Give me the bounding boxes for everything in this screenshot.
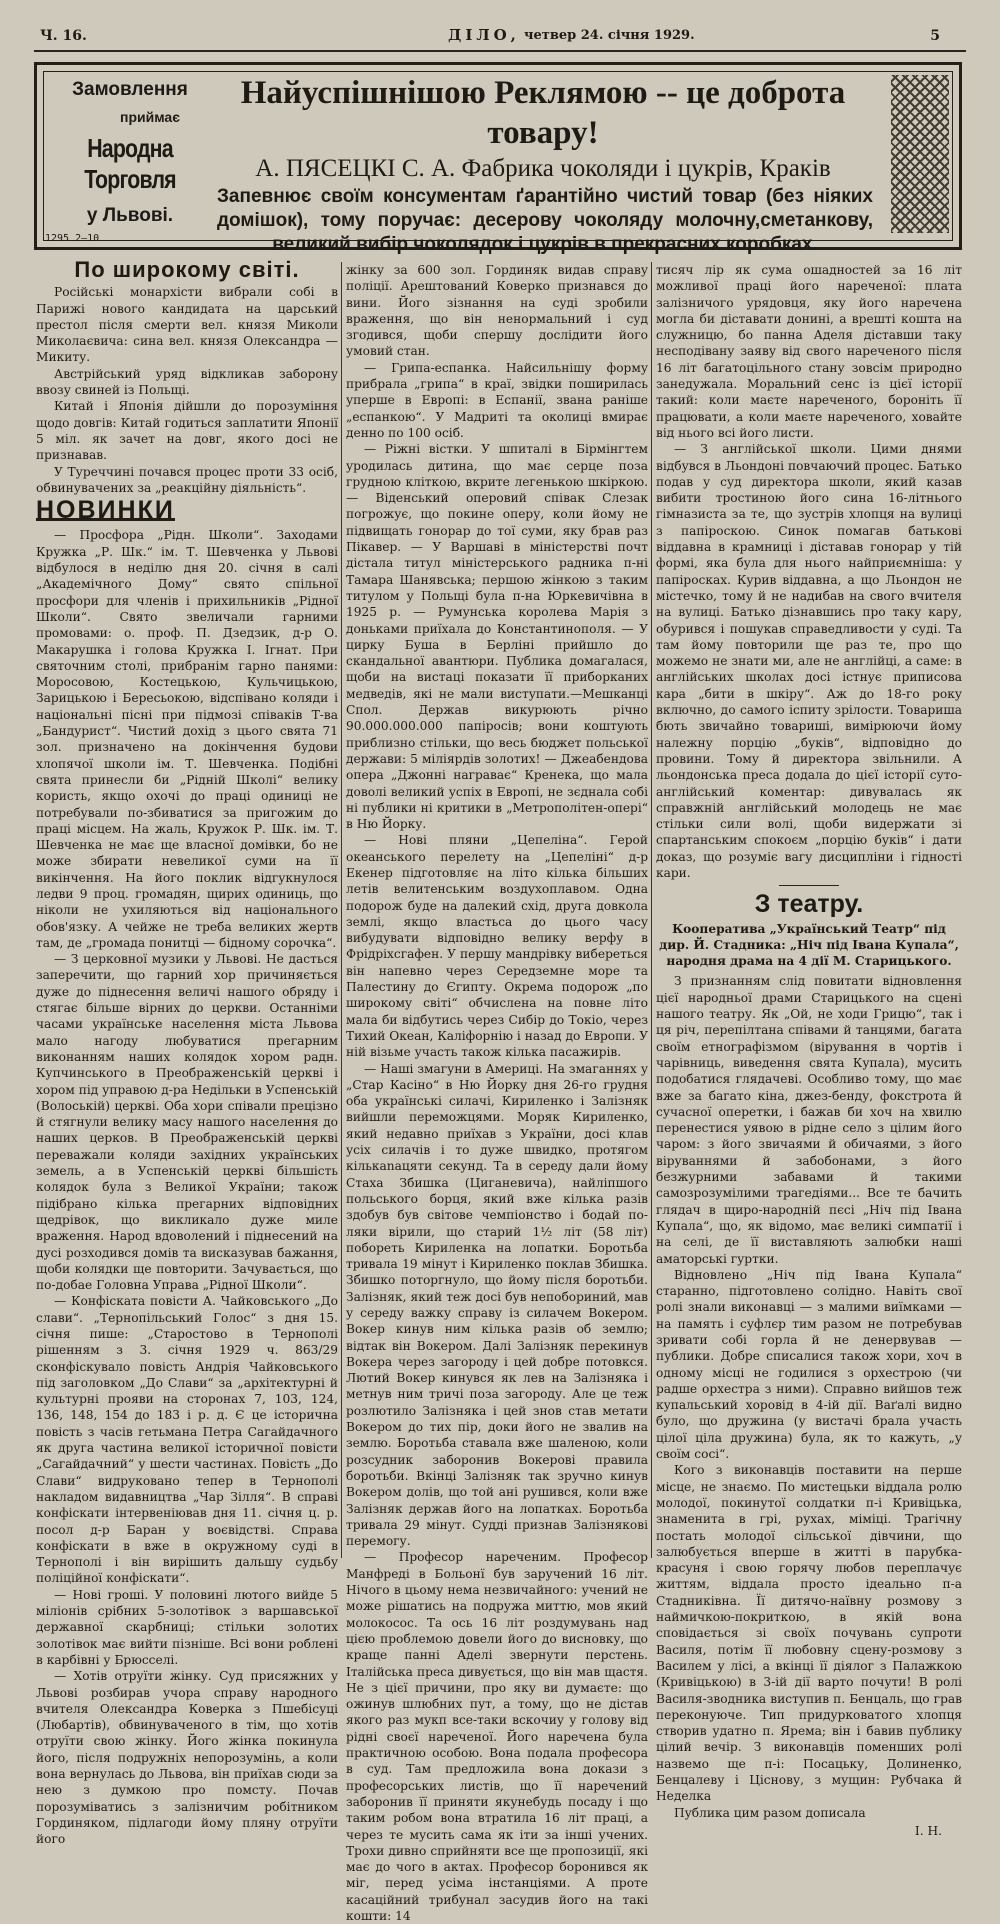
ornament-icon [891,75,949,233]
ad-company: А. ПЯСЕЦКІ С. А. Фабрика чоколяди і цукрів, Краків [255,155,831,182]
ad-order-line2: приймає [120,109,180,125]
chocolate-advertisement [34,62,962,255]
divider [779,885,839,886]
article-paragraph: З признанням слід повитати відновлення цієї народньої драми Старицького на сцені нашого театру. Як „Ой, не ходи Грицю“, так і ця річ, перепілтана співами й танцями, багата своїм етнографізмом (вірування в чортів і чарівниць, виведення свята Купала), мусить подобатися глядачеві. Особливо тому, що має вже за багато кіна, джез-бенду, фокстрота й сучасної оперетки, і бажав би хоч на хвилю перенестися уявою в рідне село з цілим його чаром: з його звичаями й обичаями, з його віруваннями й забобонами, з його безжурними забавами й такими самозрозумілими трагедіями... Все те бачить глядач в щиро-народній пєсі „Ніч під Івана Купала“, що, як відомо, має великі симпатії і на селі, де її виставляють залюбки наші аматорські гуртки. [656,974,962,1266]
section-title-theatre: З театру. [754,890,864,919]
ad-main-text [213,73,873,257]
column-divider [341,262,342,1558]
article-paragraph: Публика цим разом дописала [674,1805,866,1820]
article-paragraph: — Хотів отруїти жінку. Суд присяжних у Львові розбирав учора справу народного вчителя Олександра Коверка з Пшебісуці (Любартів), обвинуваченого в тім, що хотів отруїти свою жінку. Його жінка покинула його, після подружніх непорозумінь, а коли вона вернулась до Львова, він приїхав сюди за нею з думкою про помсту. Почав порозуміватись з залізничим робітником Гординяком, підлагоди йому пляну отруїти його [36,1669,338,1847]
article-paragraph: Кого з виконавців поставити на перше місце, не знаємо. По мистецьки віддала ролю молодої, покинутої солдатки п-і Кривіцька, знаменита в грі, рухах, міміці. Трагічну постать молодої сільської дівчини, що залюбується вперше в житті в парубка-красуня і свою горячу любов переплачує життям, віддала просто ідеально п-а Стадниківна. Її дитячо-наївну розмову з наймичкою-покриткою, в якій вона сповідається зі своїх почувань супроти Василя, потім її любовну сцену-розмову з Василем у лісі, а вкінці її діялог з Палажкою (Кривіцькою) в 3-ій дії варто почути! В ролі Василя-зводника виступив п. Бенцаль, що грав переконуюче. Тип придурковатого хлопця створив удатно п. Ярема; він і бавив публику цілий вечір. З виконавців поменших ролі назвемо ще п-і: Посацьку, Долиненко, Бенцалеву і Ціснову, з мущин: Рубчака й Неделка [656,1463,962,1804]
article-paragraph: У Туреччині почався процес проти 33 осіб, обвинувачених за „реакційну діяльність“. [36,464,338,495]
article-paragraph: — Грипа-еспанка. Найсильнішу форму прибрала „грипа“ в краї, звідки поширилась уперше в Европі: в Еспанії, звана раніше „еспанкою“. У Мадриті та околиці вмирає денно по 100 осіб. [346,360,648,440]
page-number: 5 [930,28,940,44]
page-header [40,26,960,48]
article-paragraph: — Ріжні вістки. У шпиталі в Бірмінгтем уродилась дитина, що має серце поза грудною кліткою, вкрите легенькою шкіркою. — Віденський оперовий співак Слезак погрожує, що покине оперу, коли йому не підвищать гонорар до тої суми, яку брав раз Пікавер. — У Варшаві в міністерстві почт дістала титул міністерського радника п-ні Тамара Шанявська; першою жінкою з таким титулом у Польщі була п-на Юркевичівна в 1925 р. — Румунська королева Марія з доньками приїхала до Константинополя. — У цирку Буша в Берліні прийшло до скандальної авантюри. Публика домагалася, щоби на вистаці показати її приборканих медведів, які не мали виступати.—Мешканці Спол. Держав викурюють річно 90.000.000.000 папіросів; вони коштують приблизно стільки, що весь бюджет польської держави: 5 міліярдів золотих! — Джеабендова опера „Джонні награває“ Кренека, що мала доволі великий успіх в Европі, не зєднала собі ні публики ні критики в „Метрополітен-опері“ в Ню Йорку. [346,442,648,832]
article-paragraph: Австрійський уряд відкликав заборону ввозу свиней із Польщі. [36,366,338,398]
ad-order-line4: у Львові. [86,205,174,226]
article-paragraph: тисяч лір як сума ошадностей за 16 літ можливої праці його нареченої: плата залізничого урядовця, яку його наречена могла би діставати донині, а врешті кошта на служницю, бо панна Аделя діставши таку несподівану заяву від свого нареченого після 16 літ багатоцільного стану зовсім природно занедужала. Моральний сенс із цієї історії такий: коли маєте нареченого, бороніть її працювати, а коли маєте нареченого, ховайте від нього всі його листи. [656,263,962,440]
article-paragraph: Російські монархісти вибрали собі в Парижі нового кандидата на царський престол після смерти вел. князя Миколи Миколаєвича: сина вел. князя Олександра — Микиту. [36,285,338,365]
article-paragraph: Відновлено „Ніч під Івана Купала“ старанно, підготовлено солідно. Навіть свої ролі знали виконавці — з малими виїмками — на память і суфлєр тим разом не потребував зривати собі горла й не денервував — публики. Добре списалися також хори, хоч в одному місці не годилися з орхестрою (чи радше орхестра з ними). Справно вийшов теж купальський хоровід в 4-ій дії. Ваґалі видно було, що дружина (у вистачі брала участь цілої ціла дружина) була, як то кажуть, „у своїм сосі“. [656,1267,962,1462]
ad-body: Запевнює своїм консументам ґарантійно чистий товар (без ніяких домішок), тому поручає: десерову чоколяду молочну,сметанкову, великий вибір чоколядок і цукрів в прекрасних коробках. [217,186,873,255]
masthead: ДІЛО, [448,26,520,44]
column-3 [656,262,962,1838]
article-paragraph: — З церковної музики у Львові. Не дасться заперечити, що гарний хор причиняється дуже до піднесення величі нашого обряду і стягає більше вірних до церкви. Останніми часами українське населення міста Львова мало нагоду любуватися прегарним виконанням наших колядок хором радн. Купчинського в Преображенській церкві і хором під управою д-ра Недільки в Успенській (Волоській) церкві. Оба хори співали прецізно й стягнули велику масу нашого населення до наших церков. В Преображенській церкві переважали коляди західних українських земель, а в Успенській церкві більшість колядок була з Великої України; також підібрано кілька прегарних відповідних щедрівок, що викликало дуже миле враження. Народ вдоволений і піднесений на дусі розходився домів та висказував бажання, щоби колядки ще повторити. Зачувається, що по-добае Головна Управа „Рідної Школи“. [36,952,338,1293]
article-paragraph: — Нові гроші. У половині лютого вийде 5 міліонів срібних 5-золотівок з варшавської державної скарбниці; стільки золотих золотівок має вийти пізніше. Всі вони роблені в карбівні у Брюсселі. [36,1587,338,1667]
column-2 [346,262,648,1923]
issue-number: Ч. 16. [40,28,87,44]
article-paragraph: — Нові пляни „Цепеліна“. Герой океанського перелету на „Цепеліні“ д-р Екенер підготовляє на літо кілька більших летів велитенським воздухоплавом. Одна подорож буде на далекий схід, друга довкола землі, якщо властьса до цього часу вибудувати відповідно велику верфу в Фрідріхсгафен. У першу мандрівку вибереться він напевно через Середземне море та Палестину до Єгипту. Окрема подорож „по широкому світі“ обчислена на повне літо мала би відбутись через Сибір до Токіо, через Тихий Океан, Каліфорнію і назад до Европи. У ній візьме участь також кілька пасажирів. [346,833,648,1060]
article-paragraph: — Конфіската повісти А. Чайковського „До слави“. „Тернопільський Голос“ з дня 15. січня пише: „Старостово в Тернополі рішенням з 3. січня 1929 ч. 863/29 сконфіскувало повість Андрія Чайковського під заголовком „До Слави“ за „архітектурні й культурні прояви на сторонах 7, 103, 124, 136, 148, 154 до 183 і р. д. Є це історична повість з часів гетьмана Петра Сагайдачного як друга частина великої історичної повісти „Сагайдачний“ у шести частинах. Повість „До Слави“ видруковано тепер в Тернополі накладом видавництва „Чар Зілля“. В справі конфіскати інтервеніював дня 11. січня ц. р. посол д-р Баран у вoєвідстві. Справа конфіскати в вже в окружному суді в Тернополі і він вирішить дальшу судьбу поліційної конфіскати“. [36,1294,338,1586]
section-title-world: По широкому світі. [74,257,300,282]
article-paragraph: — З англійської школи. Цими днями відбувся в Льондоні повчаючий процес. Батько подав у суд директора школи, який казав вибити тростиною його сина 16-літнього гімназиста за те, що зустрів хлопця на вулиці з папіроскою. Синок помагав батькові віддавна в крамниці і діставав гонорар у тій формі, яка була для нього найприємніша: у папіросках. Курив віддавна, а що Льондон не містечко, тому й не надибав на свого вчителя на вулиці. Батько дізнавшись про таку кару, обурився і пошукав справедливости у суді. Та там йому повторили ще раз те, про що можемо не знати ми, але не англійці, а саме: в англійських школах досі істнує приписова кара „бити в шкіру“. Аж до 18-го року включно, до самого іспиту зрілости. Товариша бють звичайно товариші, вимірюючи йому належну порцію „буків“, відповідно до провини. Тому й директора звільнили. А льондонська преса додала до цієї історії суто-англійський коментар: дивувалась як справжній англійський молодець не має стільки сили волі, щоби видержати зі спартанським спокоєм „порцію буків“ і дати доказ, що розуміє вагу дисципліни і гідності кари. [656,442,962,880]
column-1 [36,257,338,1847]
section-title-news: НОВИНКИ [36,496,175,525]
article-paragraph: Китай і Японія дійшли до порозуміння щодо довгів: Китай годиться заплатити Японії 5 міл. як зачет на довг, якого досі не признавав. [36,399,338,463]
article-paragraph: — Професор нареченим. Професор Манфреді в Больонї був заручений 16 літ. Нічого в цьому нема незвичайного: учений не може рішатись на подружа миттю, мов який молокосос. Та ось 16 літ роздумувань над цією проблемою довели його до висновку, що краще панні Аделі звернути перстень. Італійська преса дивується, що він мав щастя. Не з цієї причини, про яку ви думаєте: що ожинув шлюбних пут, а тому, що не дістав якого раз мукп все-таки вскочиу у голову від рідні своєї нареченої. Його наречена була практичною особою. Вона подала професора в суд. Там предложила вона докази з професорських листів, що її наречений заборонив її приняти якунебудь посаду і що таким робом вона втратила 16 літ праці, а через те мусить сама як іти за інші учених. Трохи дивно сприйняти все ще пропозиції, які має до чого в актах. Професор боронився як міг, перед усіма інстанціями. А проте касаційний трибунал засудив його на такі кошти: 14 [346,1550,648,1923]
author-signature: І. Н. [914,1823,942,1838]
article-paragraph: жінку за 600 зол. Гординяк видав справу поліції. Арештований Коверко признався до вини. Його зізнання на суді зробили враження, що він ненормальний і суд згодився, щоби спершу дослідити його умовий стан. [346,263,648,359]
ad-code: 1295 2—10 [45,233,100,244]
ad-headline: Найуспішнішою Реклямою -- це доброта товару! [240,75,846,151]
article-paragraph: — Наші змагуни в Америці. На змаганнях у „Стар Касіно“ в Ню Йорку дня 26-го грудня оба українські силачі, Кириленко і Залізняк вийшли переможцями. Моряк Кириленко, який недавно приїхав з України, досі клав усіх силачів і то дуже швидко, протягом кількаnацяти секунд. Та в середу дали йому Стаха Збишка (Циганевича), найліпшого польського борця, який вже кілька разів здобув був світове чемпіонство і бодай по-ляки вірили, що старий 1½ літ (58 літ) побореть Кириленка на лопатки. Боротьба тривала 19 мінут і Кириленко поклав Збишка. Збишко поторгнуло, що йому після боротьби. Залізняк, який теж досі був непобориний, мав у середу важку справу із силачем Вокером. Вокер кинув ним кілька разів об землю; відтак він Вокером. Далі Залізняк перекинув Вокера через загороду і цей добре потовкся. Лютий Вокер кинувся як лев на Залізняка і метнув ним тричі поза загороду. Але це теж розлютило Залізняка і цей знов став метати Вокером до тих пір, доки його не звалив на землю. Боротьба ставала вже шаленою, коли розсудник заборонив Вокерові правила боротьби. Вкінці Залізняк так зручно кинув Вокером долів, що той ані рушився, коли вже Залізняк держав його на лопатках. Боротьба тривала 29 мінут. Судді признав Залізнякові перемогу. [346,1061,648,1549]
header-rule [34,50,966,52]
ad-order-line3: Народна Торговля [84,133,176,194]
ad-order-box [45,79,215,244]
column-divider [651,262,652,1558]
article-paragraph: — Просфора „Рідн. Школи“. Заходами Кружка „Р. Шк.“ ім. Т. Шевченка у Львові відбулося в неділю дня 20. січня в салі „Академічного Дому“ свято спільної просфори для членів і прихильників „Рідної Школи“. Свято звеличали гарними промовами: о. проф. П. Дзедзик, д-р О. Макарушка і голова Кружка І. Ігнат. При святочним столі, прибранім гарно панями: Моросовою, Костецькою, Кульчицькою, Зарицькою і Бересьокою, відспівано коляди і національні пісні при підмозі співаків Т-ва „Бандурист“. Чистий дохід з цього свята 71 зол. призначено на докінчення будови хлопячої школи ім. Т. Шевченка. Подібні свята принесли би „Рідній Школі“ велику користь, якщо охочі до праці одиниці не потребували по-збиватися за пригожим до праці місцем. На жаль, Кружок Р. Шк. ім. Т. Шевченка не має ще власної домівки, бо не може збирати невеликої суми на її викінчення. На його поклик відгукнулося ледви 9 проц. громадян, щирих одиниць, що ніколи не ухиляються від національного обов'язку. А чейже не треба великих жертв там, де „громада понитці — бідному сорочка“. [36,528,338,950]
ad-order-line1: Замовлення [72,79,188,100]
theatre-subtitle: Кооператива „Український Театр“ під дир. Й. Стадника: „Ніч під Івана Купала“, народня драма на 4 дії М. Старицького. [659,921,959,969]
issue-date: четвер 24. січня 1929. [524,28,695,43]
